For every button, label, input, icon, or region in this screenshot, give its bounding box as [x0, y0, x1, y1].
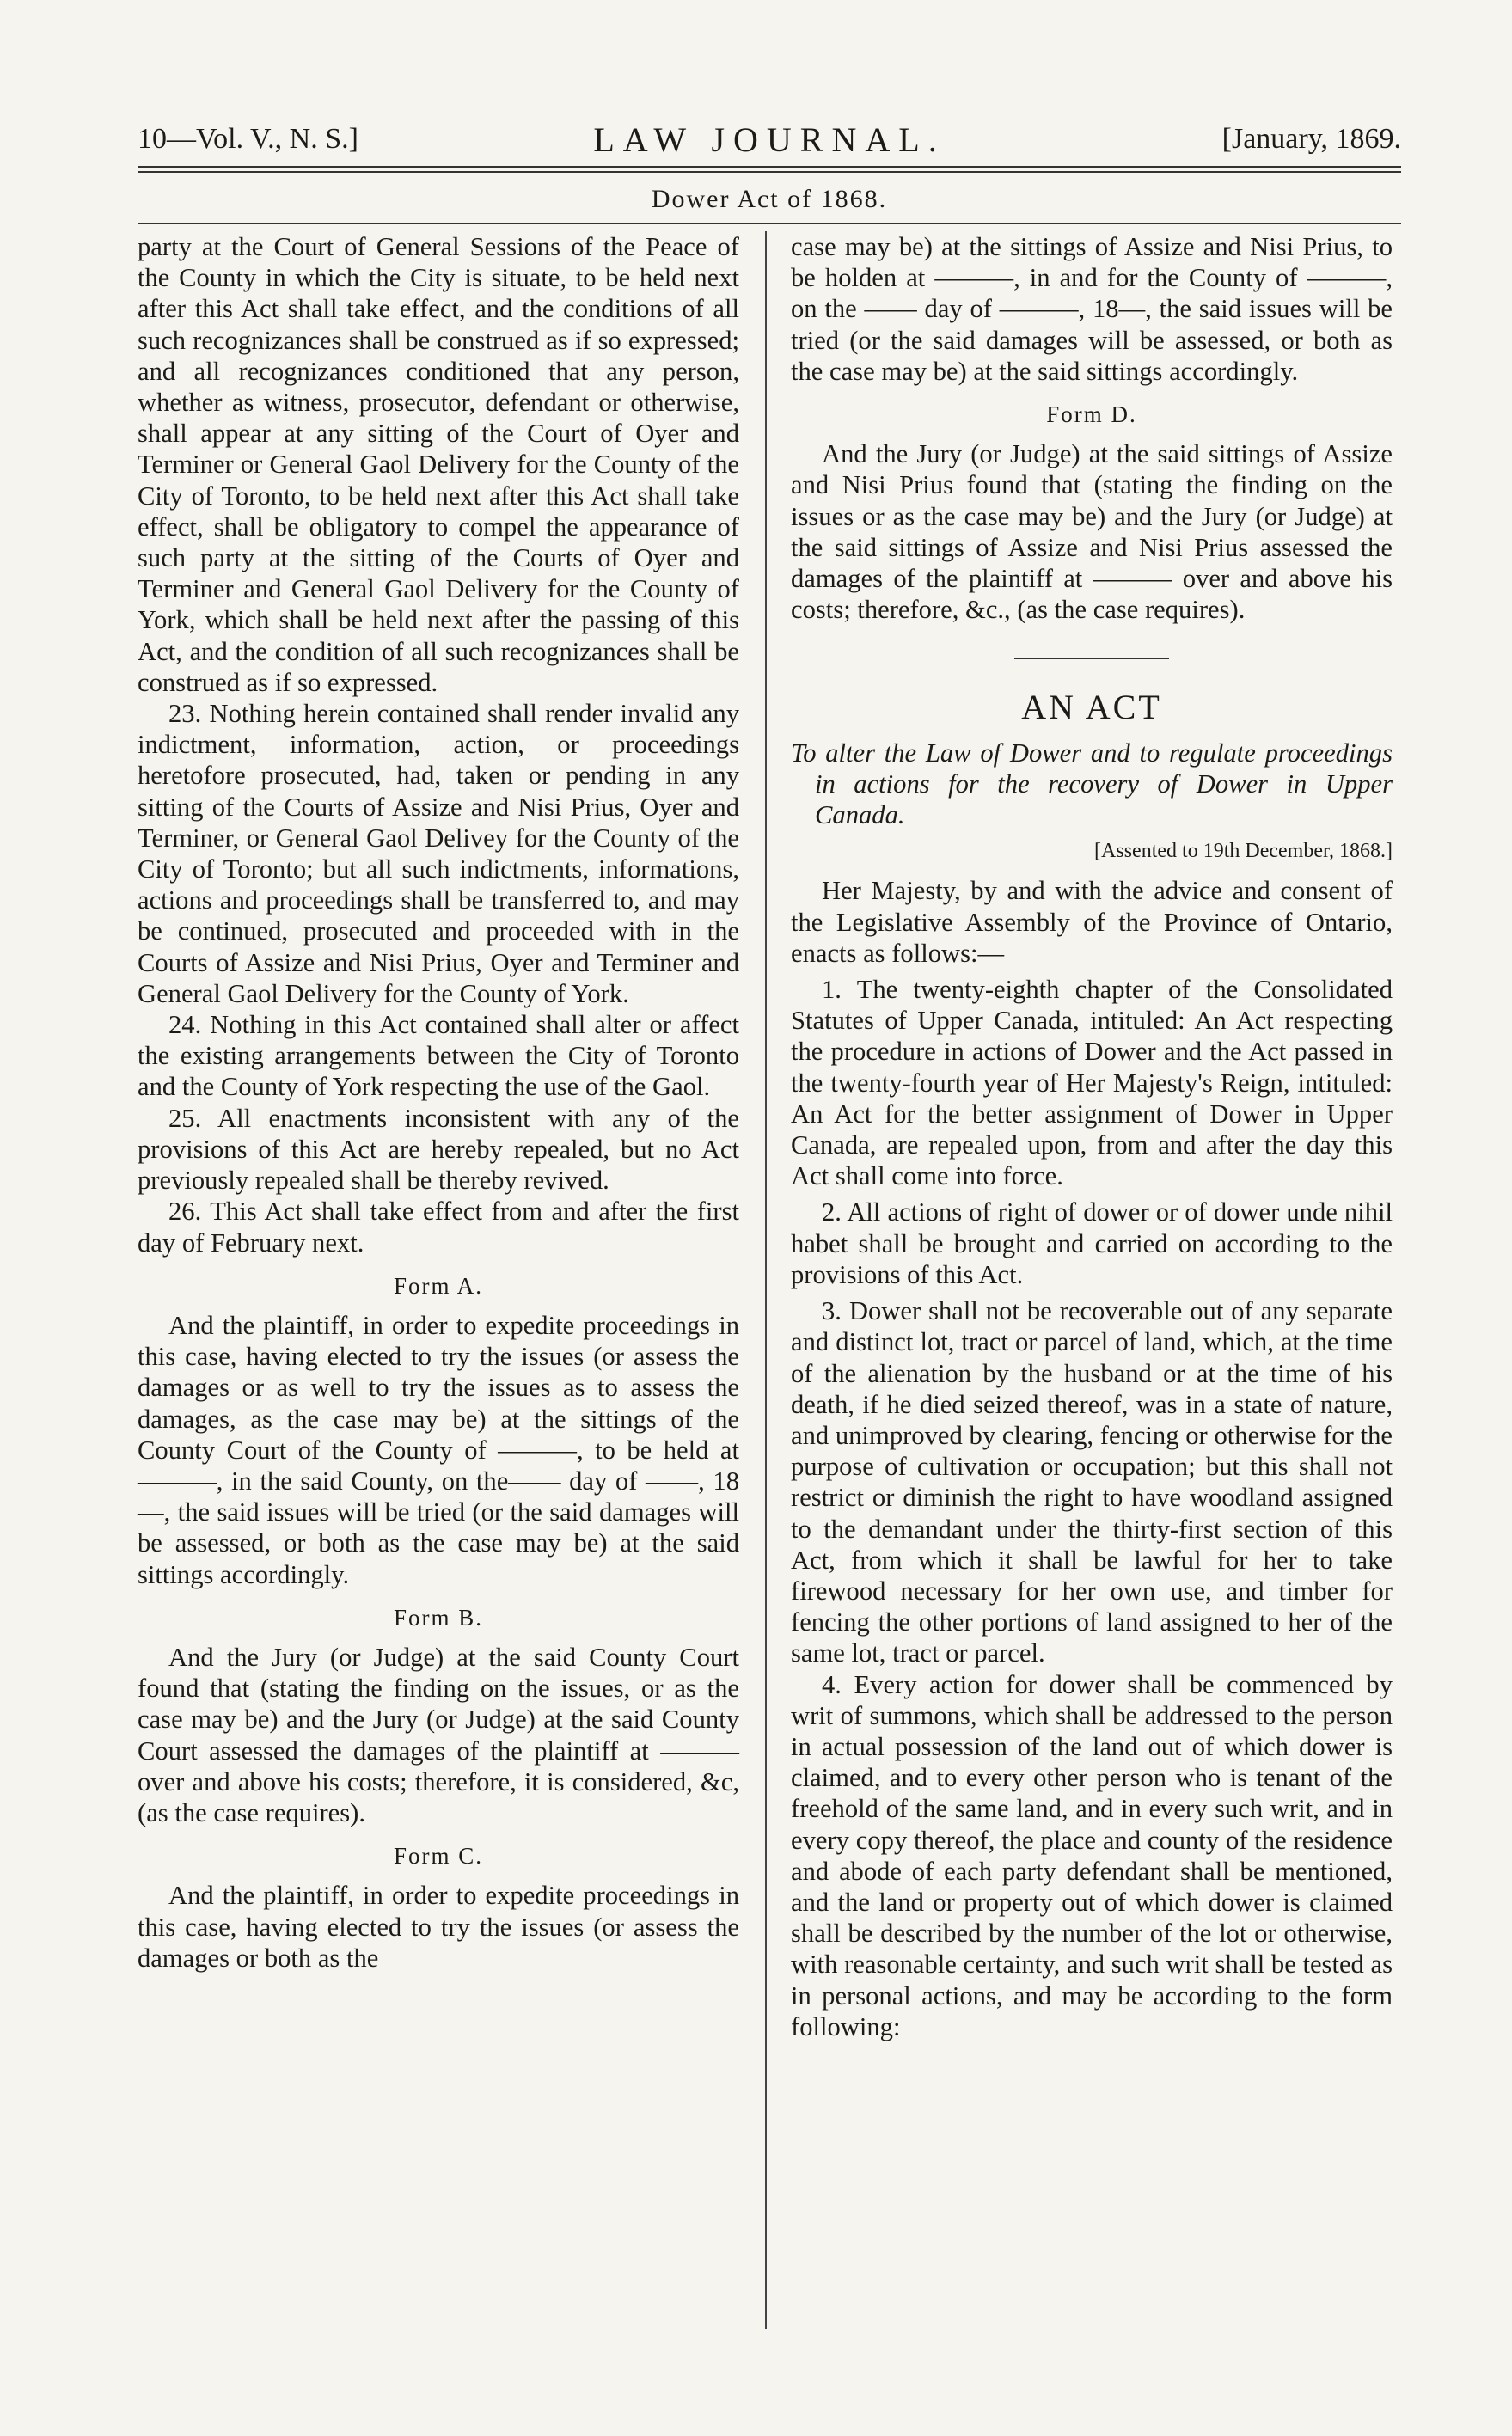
running-head	[138, 107, 1401, 161]
form-d-heading: Form D.	[1046, 401, 1137, 428]
right-column	[791, 231, 1393, 2042]
section-3: 3. Dower shall not be recoverable out of any separate and distinct lot, tract or parcel of land, which, at the time of the alienation by the husband or at the time of his death, if he died seized thereof, was in a state of nature, and unimproved by clearing, fencing or otherwise for the purpose of cultivation or occupation; but this shall not restrict or diminish the right to have woodland assigned to the demandant under the thirty-first section of this Act, from which it shall be lawful for her to take firewood necessary for her own use, and timber for fencing the other portions of land assigned to her of the same lot, tract or parcel.	[791, 1296, 1393, 1668]
issue-date: [January, 1869.	[1221, 123, 1401, 155]
header-rule	[138, 166, 1401, 173]
page-subtitle: Dower Act of 1868.	[651, 185, 888, 213]
journal-page	[138, 107, 1401, 2359]
subtitle-rule	[138, 223, 1401, 224]
form-d-text: And the Jury (or Judge) at the said sittings of Assize and Nisi Prius found that (stating the finding on the issues or as the case may be) and the Jury (or Judge) at the said sittings of Assize and Nisi Prius assessed the damages of the plaintiff at ——— over and above his costs; therefore, &c., (as the case requires).	[791, 439, 1393, 625]
left-column	[138, 231, 739, 1974]
section-23: 23. Nothing herein contained shall render invalid any indictment, information, action, or proceedings heretofore prosecuted, had, taken or pending in any sitting of the Courts of Assize and Nisi Prius, Oyer and Terminer, or General Gaol Delivey for the County of the City of Toronto; but all such indictments, informations, actions and proceedings shall be transferred to, and may be continued, prosecuted and proceeded with in the Courts of Assize and Nisi Prius, Oyer and Terminer and General Gaol Delivery for the County of York.	[138, 699, 739, 1008]
section-24: 24. Nothing in this Act contained shall alter or affect the existing arrangements between the City of Toronto and the County of York respecting the use of the Gaol.	[138, 1010, 739, 1102]
act-description: To alter the Law of Dower and to regulate proceedings in actions for the recovery of Dower in Upper Canada.	[791, 738, 1393, 830]
preamble: Her Majesty, by and with the advice and consent of the Legislative Assembly of the Province of Ontario, enacts as follows:—	[791, 876, 1393, 968]
section-26: 26. This Act shall take effect from and after the first day of February next.	[138, 1197, 739, 1258]
form-c-text: And the plaintiff, in order to expedite proceedings in this case, having elected to try the issues (or assess the damages or both as the	[138, 1881, 739, 1973]
journal-title: LAW JOURNAL.	[593, 120, 946, 159]
form-c-heading: Form C.	[393, 1843, 484, 1870]
section-25: 25. All enactments inconsistent with any of the provisions of this Act are hereby repealed, but no Act previously repealed shall be thereby revived.	[138, 1103, 739, 1196]
section-1: 1. The twenty-eighth chapter of the Consolidated Statutes of Upper Canada, intituled: An Act respecting the procedure in actions of Dower and the Act passed in the twenty-fourth year of Her Majesty's Reign, intituled: An Act for the better assignment of Dower in Upper Canada, are repealed upon, from and after the day this Act shall come into force.	[791, 975, 1393, 1191]
form-a-text: And the plaintiff, in order to expedite proceedings in this case, having elected to try the issues (or assess the damages or as well to try the issues as to assess the damages, as the case may be) at the sittings of the County Court of the County of ———, to be held at———, in the said County, on the—— day of ——, 18—, the said issues will be tried (or the said damages will be assessed, or both as the case may be) at the said sittings accordingly.	[138, 1310, 739, 1589]
paragraph-continuation: party at the Court of General Sessions of the Peace of the County in which the City is situate, to be held next after this Act shall take effect, and the conditions of all such recognizances shall be construed as if so expressed; and all recognizances conditioned that any person, whether as witness, prosecutor, defendant or otherwise, shall appear at any sitting of the Court of Oyer and Terminer or General Gaol Delivery for the County of the City of Toronto, to be held next after this Act shall take effect, shall be obligatory to compel the appearance of such party at the sitting of the Courts of Oyer and Terminer and General Gaol Delivery for the County of York, which shall be held next after the passing of this Act, and the condition of all such recognizances shall be construed as if so expressed.	[138, 232, 739, 697]
form-c-continuation: case may be) at the sittings of Assize and Nisi Prius, to be holden at ———, in and for the County of ———, on the —— day of ———, 18—, the said issues will be tried (or the said damages will be assessed, or both as the case may be) at the said sittings accordingly.	[791, 232, 1393, 386]
volume-label: 10—Vol. V., N. S.]	[138, 123, 358, 155]
section-4: 4. Every action for dower shall be commenced by writ of summons, which shall be addressed to the person in actual possession of the land out of which dower is claimed, and to every other person who is tenant of the freehold of the same land, and in every such writ, and in every copy thereof, the place and county of the residence and abode of each party defendant shall be mentioned, and the land or property out of which dower is claimed shall be described by the number of the lot or otherwise, with reasonable certainty, and such writ shall be tested as in personal actions, and may be according to the form following:	[791, 1669, 1393, 2041]
column-divider	[765, 231, 767, 2329]
act-title: AN ACT	[1021, 688, 1162, 727]
assent-date: [Assented to 19th December, 1868.]	[1094, 840, 1393, 863]
form-b-text: And the Jury (or Judge) at the said County Court found that (stating the finding on the issues, or as the case may be) and the Jury (or Judge) at the said County Court assessed the damages of the plaintiff at ——— over and above his costs; therefore, it is considered, &c, (as the case requires).	[138, 1642, 739, 1827]
form-b-heading: Form B.	[393, 1604, 484, 1631]
form-a-heading: Form A.	[393, 1272, 484, 1299]
section-separator	[1014, 658, 1169, 659]
section-2: 2. All actions of right of dower or of dower unde nihil habet shall be brought and carried on according to the provisions of this Act.	[791, 1197, 1393, 1289]
